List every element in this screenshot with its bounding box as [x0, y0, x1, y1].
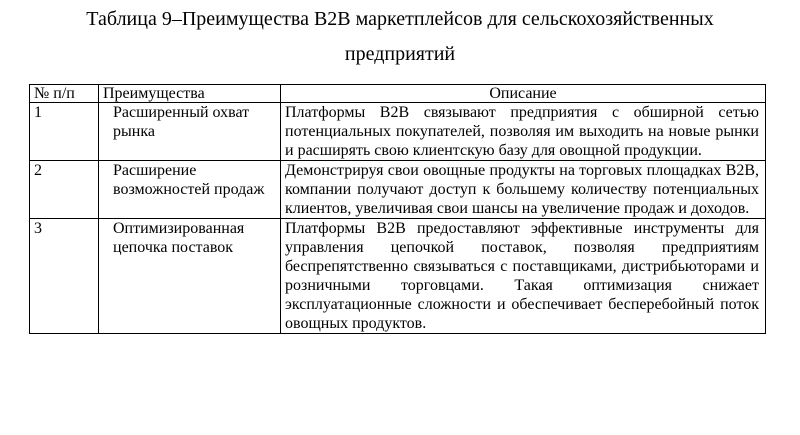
table-row — [30, 161, 766, 219]
header-advantage: Преимущества — [99, 85, 281, 103]
header-num: № п/п — [30, 85, 99, 103]
row-advantage: Расширение возможностей продаж — [99, 161, 281, 219]
row-advantage: Оптимизированная цепочка поставок — [99, 219, 281, 334]
table-header-row — [30, 85, 766, 103]
table-row — [30, 103, 766, 161]
advantages-table — [29, 84, 766, 334]
row-description: Демонстрируя свои овощные продукты на торговых площадках B2B, компании получают доступ к большему количеству потенциальных клиентов, увеличивая свои шансы на увеличение продаж и доходов. — [281, 161, 766, 219]
row-num: 1 — [30, 103, 99, 161]
row-num: 2 — [30, 161, 99, 219]
row-description: Платформы B2B связывают предприятия с обширной сетью потенциальных покупателей, позволяя им выходить на новые рынки и расширять свою клиентскую базу для овощной продукции. — [281, 103, 766, 161]
row-advantage: Расширенный охват рынка — [99, 103, 281, 161]
row-num: 3 — [30, 219, 99, 334]
table-caption-line-2: предприятий — [344, 43, 456, 65]
header-description: Описание — [281, 85, 766, 103]
table-caption-line-1: Таблица 9–Преимущества B2B маркетплейсов для сельскохозяйственных — [86, 8, 714, 30]
row-description: Платформы B2B предоставляют эффективные инструменты для управления цепочкой поставок, позволяя предприятиям беспрепятственно связываться с поставщиками, дистрибьюторами и розничными торговцами. Такая оптимизация снижает эксплуатационные сложности и обеспечивает бесперебойный поток овощных продуктов. — [281, 219, 766, 334]
table-row — [30, 219, 766, 334]
